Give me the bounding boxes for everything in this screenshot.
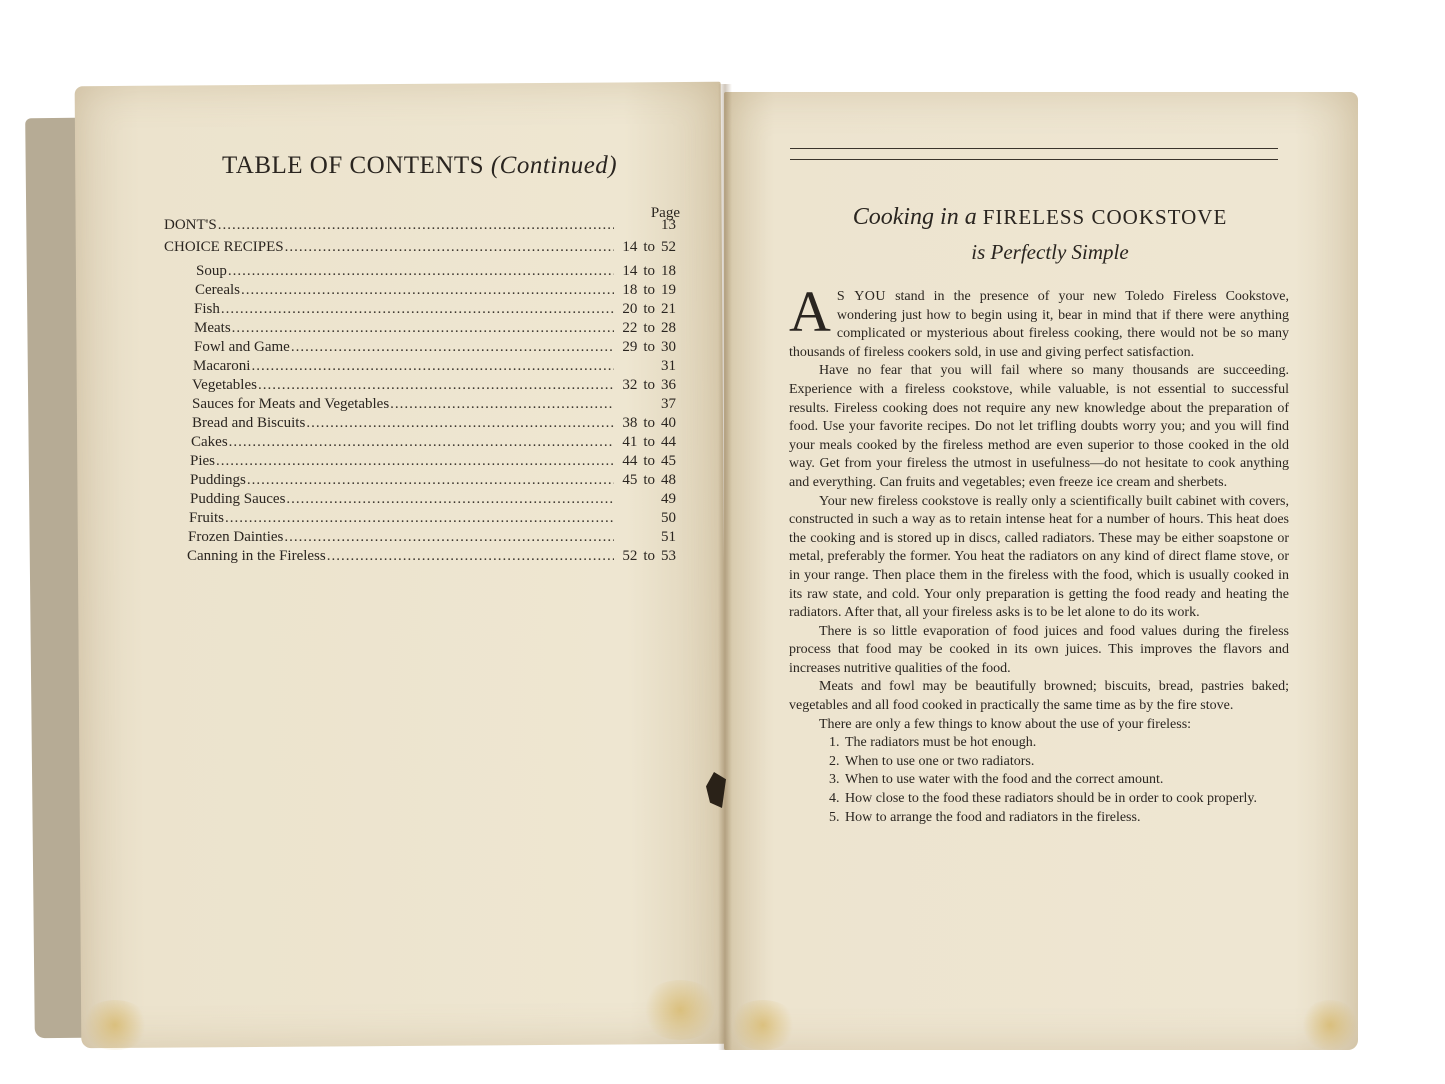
toc-leader-dots	[216, 452, 614, 471]
toc-to-word: to	[643, 339, 655, 355]
toc-page-start: 20	[622, 301, 638, 317]
toc-page-start: 45	[622, 472, 638, 488]
lead-caps: S YOU	[836, 289, 887, 304]
toc-entry	[195, 281, 676, 300]
toc-entry	[192, 376, 676, 395]
toc-page-end: 51	[661, 529, 676, 545]
toc-entry-pages	[614, 376, 676, 395]
toc-to-word: to	[643, 239, 655, 255]
toc-entry	[190, 471, 676, 490]
toc-entry-pages	[614, 452, 676, 471]
toc-entry-label: Pudding Sauces	[190, 491, 286, 507]
toc-page-start: 41	[622, 434, 638, 450]
toc-entry-pages	[614, 414, 676, 433]
toc-entry-label: Sauces for Meats and Vegetables	[192, 396, 390, 412]
toc-entry-label: Puddings	[190, 472, 246, 488]
toc-entry	[193, 357, 676, 376]
toc-entry-pages	[614, 395, 676, 414]
book-gutter	[718, 84, 732, 1050]
toc-entry-pages	[614, 300, 676, 319]
toc-entry-label: Frozen Dainties	[188, 529, 284, 545]
toc-entry-pages	[614, 509, 676, 528]
toc-leader-dots	[232, 319, 614, 338]
toc-entry-pages	[614, 433, 676, 452]
list-item: 3. When to use water with the food and the correct amount.	[843, 771, 1289, 790]
toc-leader-dots	[390, 395, 614, 414]
toc-page-column-label: Page	[650, 205, 680, 221]
toc-entry	[194, 319, 676, 338]
toc-page-end: 30	[661, 339, 676, 355]
toc-entry-pages	[614, 547, 676, 566]
article-body	[789, 279, 1289, 827]
toc-page-end: 44	[661, 434, 676, 450]
toc-entry-label: Soup	[196, 263, 227, 279]
paragraph: Meats and fowl may be beautifully browned; biscuits, bread, pastries baked; vegetables and all food cooked in practically the same time as by the fire stove.	[789, 679, 1289, 714]
toc-page-end: 37	[661, 396, 676, 412]
toc-entry-pages	[614, 528, 676, 547]
toc-leader-dots	[306, 414, 614, 433]
toc-entry-pages	[614, 238, 676, 257]
toc-entry-label: CHOICE RECIPES	[164, 239, 284, 255]
toc-leader-dots	[218, 216, 614, 235]
toc-page-end: 28	[661, 320, 676, 336]
toc-entry	[190, 452, 676, 471]
toc-page-start: 44	[622, 453, 638, 469]
toc-page-start: 32	[622, 377, 638, 393]
toc-entry	[189, 509, 676, 528]
list-item: 5. How to arrange the food and radiators in the fireless.	[843, 809, 1289, 828]
heading-sub: is Perfectly Simple	[971, 240, 1129, 264]
toc-entry	[196, 262, 676, 281]
paragraph-text: stand in the presence of your new Toledo Fireless Cookstove, wondering just how to begin using it, bear in mind that if there were anything complicated or mysterious about fireless cooking, there would not be so many thousands of fireless cookers sold, in use and giving perfect satisfaction.	[789, 289, 1289, 360]
toc-entry-label: Macaroni	[193, 358, 251, 374]
toc-page-end: 49	[661, 491, 676, 507]
toc-title	[222, 152, 622, 180]
toc-page-start: 18	[622, 282, 638, 298]
toc-entry	[192, 414, 676, 433]
list-item: 4. How close to the food these radiators should be in order to cook properly.	[843, 790, 1289, 809]
toc-leader-dots	[229, 433, 614, 452]
toc-leader-dots	[286, 490, 614, 509]
toc-entry-pages	[614, 338, 676, 357]
toc-entry-label: Fowl and Game	[194, 339, 290, 355]
toc-entry	[164, 216, 676, 235]
toc-page-end: 18	[661, 263, 676, 279]
toc-entry	[190, 490, 676, 509]
toc-leader-dots	[241, 281, 614, 300]
article-subheading	[755, 240, 1345, 265]
toc-entry	[187, 547, 676, 566]
toc-to-word: to	[643, 453, 655, 469]
stain	[728, 1000, 798, 1050]
toc-entry	[194, 338, 676, 357]
toc-to-word: to	[643, 472, 655, 488]
paragraph: Your new fireless cookstove is really only a scientifically built cabinet with covers, constructed in such a way as to retain intense heat for a number of hours. This heat does the cooking and is stored up in discs, called radiators. These may be either soapstone or metal, preferably the former. You heat the radiators on any kind of direct flame stove, or in your range. Then place them in the fireless with the food, which is usually cooked in its raw state, and cold. Your only preparation is getting the food ready and heating the radiators. After that, all your fireless asks is to be let alone to do its work.	[789, 493, 1289, 621]
toc-to-word: to	[643, 377, 655, 393]
header-rule	[790, 159, 1278, 160]
toc-entry-label: DONT'S	[164, 217, 217, 233]
toc-page-start: 52	[622, 548, 638, 564]
toc-entry	[191, 433, 676, 452]
stain	[640, 980, 720, 1040]
toc-page-start: 38	[622, 415, 638, 431]
toc-entry-pages	[614, 357, 676, 376]
numbered-list	[789, 734, 1289, 827]
toc-entry-label: Fruits	[189, 510, 225, 526]
toc-page-end: 40	[661, 415, 676, 431]
toc-to-word: to	[643, 320, 655, 336]
stain	[1300, 1000, 1360, 1050]
toc-leader-dots	[291, 338, 614, 357]
heading-lead: Cooking in a	[852, 204, 977, 230]
paragraph: There are only a few things to know about the use of your fireless:	[819, 716, 1192, 732]
toc-page-start: 22	[622, 320, 638, 336]
toc-entry-label: Bread and Biscuits	[192, 415, 306, 431]
toc-entry-label: Cereals	[195, 282, 240, 298]
toc-leader-dots	[284, 528, 614, 547]
toc-entry-label: Pies	[190, 453, 216, 469]
toc-leader-dots	[225, 509, 614, 528]
toc-title-continued: (Continued)	[490, 152, 618, 179]
toc-page-start: 14	[622, 263, 638, 279]
stain	[80, 1000, 150, 1050]
toc-entry-label: Cakes	[191, 434, 228, 450]
drop-cap: A	[789, 279, 831, 344]
heading-main: FIRELESS COOKSTOVE	[982, 205, 1228, 229]
toc-leader-dots	[221, 300, 614, 319]
toc-entry	[194, 300, 676, 319]
toc-leader-dots	[228, 262, 614, 281]
toc-entry-pages	[614, 471, 676, 490]
header-rule	[790, 148, 1278, 149]
toc-to-word: to	[643, 548, 655, 564]
toc-leader-dots	[247, 471, 614, 490]
list-item: 2. When to use one or two radiators.	[843, 753, 1289, 772]
toc-entry-pages	[614, 216, 676, 235]
toc-page-end: 13	[661, 217, 676, 233]
toc-entry	[188, 528, 676, 547]
toc-leader-dots	[258, 376, 614, 395]
toc-leader-dots	[251, 357, 614, 376]
toc-page-start: 14	[622, 239, 638, 255]
toc-page-end: 45	[661, 453, 676, 469]
toc-page-end: 36	[661, 377, 676, 393]
toc-entry-pages	[614, 262, 676, 281]
toc-entry	[164, 238, 676, 257]
toc-leader-dots	[327, 547, 614, 566]
toc-page-start: 29	[622, 339, 638, 355]
toc-page-end: 50	[661, 510, 676, 526]
toc-to-word: to	[643, 434, 655, 450]
toc-entry-pages	[614, 319, 676, 338]
toc-entry-label: Vegetables	[192, 377, 257, 393]
paragraph: Have no fear that you will fail where so many thousands are succeeding. Experience with a fireless cookstove, while valuable, is not essential to successful results. Fireless cooking does not require any new knowledge about the preparation of food. Use your favorite recipes. Do not let trifling doubts worry you; and you will find your meals cooked by the fireless method are even superior to those cooked in the old way. Get from your fireless the utmost in usefulness—do not hesitate to cook anything and everything. Can fruits and vegetables; even freeze ice cream and sherbets.	[789, 363, 1289, 490]
toc-page-end: 52	[661, 239, 676, 255]
paragraph: There is so little evaporation of food juices and food values during the fireless process that food may be cooked in its own juices. This improves the flavors and increases nutritive qualities of the food.	[789, 623, 1289, 676]
paragraph	[789, 279, 1289, 362]
toc-page-end: 21	[661, 301, 676, 317]
toc-entry-label: Canning in the Fireless	[187, 548, 326, 564]
toc-page-end: 48	[661, 472, 676, 488]
toc-title-main: TABLE OF CONTENTS	[222, 152, 485, 179]
toc-to-word: to	[643, 415, 655, 431]
toc-to-word: to	[643, 301, 655, 317]
toc-page-end: 31	[661, 358, 676, 374]
toc-leader-dots	[285, 238, 614, 257]
article-heading	[745, 204, 1335, 231]
toc-entry-label: Meats	[194, 320, 231, 336]
toc-to-word: to	[643, 263, 655, 279]
toc-page-end: 19	[661, 282, 676, 298]
toc-entry-pages	[614, 281, 676, 300]
toc-entry-label: Fish	[194, 301, 220, 317]
list-item: 1. The radiators must be hot enough.	[843, 734, 1289, 753]
toc-entry	[192, 395, 676, 414]
toc-to-word: to	[643, 282, 655, 298]
toc-page-end: 53	[661, 548, 676, 564]
toc-entry-pages	[614, 490, 676, 509]
